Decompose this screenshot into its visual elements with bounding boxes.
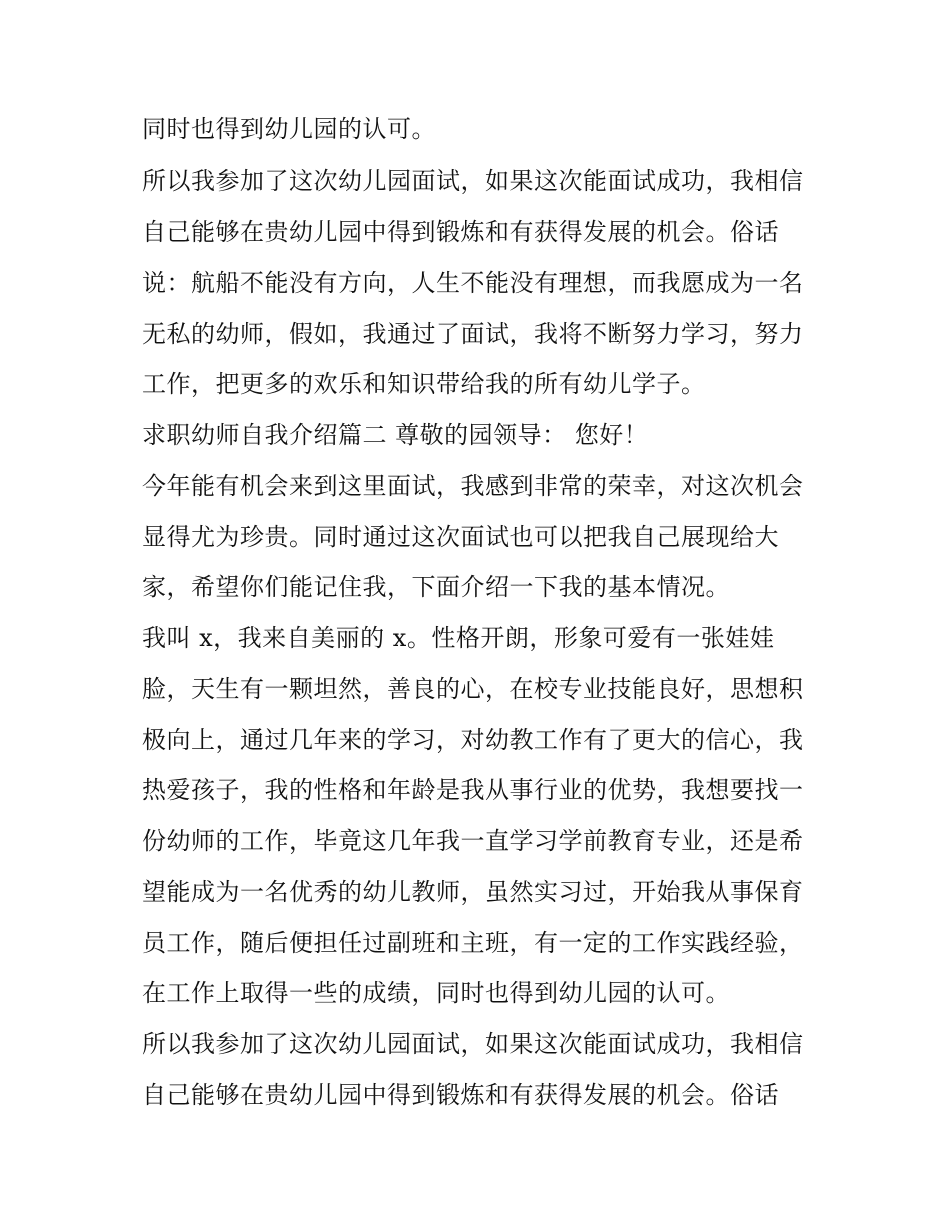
section-heading: 求职幼师自我介绍篇二 尊敬的园领导： 您好！: [142, 421, 649, 449]
text-line: 我叫 x，我来自美丽的 x。性格开朗，形象可爱有一张娃娃: [142, 624, 775, 652]
text-line: 极向上，通过几年来的学习，对幼教工作有了更大的信心，我: [142, 726, 804, 754]
text-line: 在工作上取得一些的成绩，同时也得到幼儿园的认可。: [142, 979, 730, 1007]
text-line: 自己能够在贵幼儿园中得到锻炼和有获得发展的机会。俗话: [142, 218, 779, 246]
text-line: 员工作，随后便担任过副班和主班，有一定的工作实践经验，: [142, 929, 804, 957]
text-line: 望能成为一名优秀的幼儿教师，虽然实习过，开始我从事保育: [142, 878, 804, 906]
text-line: 热爱孩子，我的性格和年龄是我从事行业的优势，我想要找一: [142, 776, 804, 804]
text-line: 今年能有机会来到这里面试，我感到非常的荣幸，对这次机会: [142, 472, 804, 500]
text-line: 说：航船不能没有方向，人生不能没有理想，而我愿成为一名: [142, 269, 804, 297]
text-line: 同时也得到幼儿园的认可。: [142, 115, 436, 143]
text-line: 工作，把更多的欢乐和知识带给我的所有幼儿学子。: [142, 370, 706, 398]
text-line: 家，希望你们能记住我，下面介绍一下我的基本情况。: [142, 573, 730, 601]
text-line: 自己能够在贵幼儿园中得到锻炼和有获得发展的机会。俗话: [142, 1081, 779, 1109]
text-line: 份幼师的工作，毕竟这几年我一直学习学前教育专业，还是希: [142, 827, 804, 855]
text-line: 所以我参加了这次幼儿园面试，如果这次能面试成功，我相信: [142, 1030, 804, 1058]
text-line: 无私的幼师，假如，我通过了面试，我将不断努力学习，努力: [142, 320, 804, 348]
text-line: 所以我参加了这次幼儿园面试，如果这次能面试成功，我相信: [142, 167, 804, 195]
text-line: 显得尤为珍贵。同时通过这次面试也可以把我自己展现给大: [142, 523, 779, 551]
text-line: 脸，天生有一颗坦然，善良的心，在校专业技能良好，思想积: [142, 675, 804, 703]
